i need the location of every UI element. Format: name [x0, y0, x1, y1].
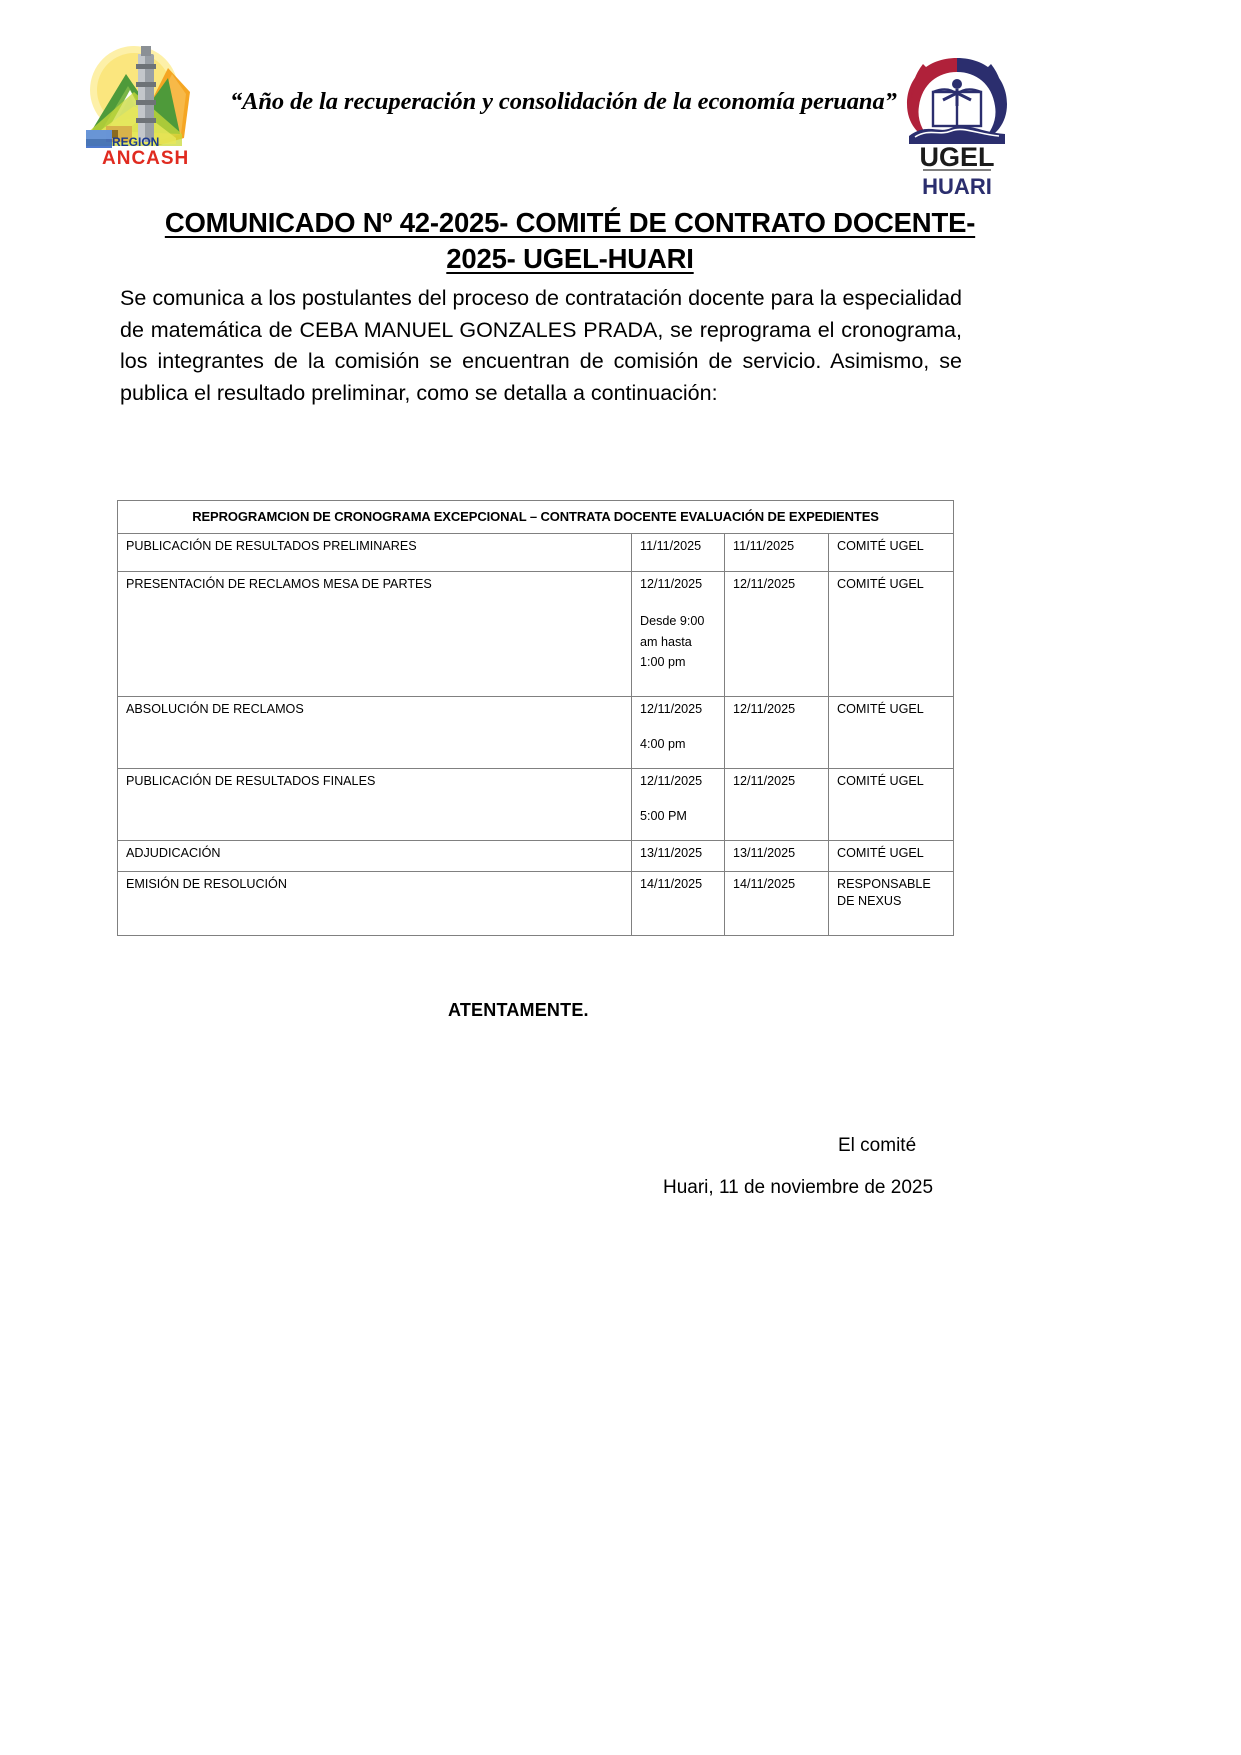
region-ancash-logo [72, 34, 200, 169]
row-responsible: COMITÉ UGEL [829, 697, 954, 769]
ancash-name-word: ANCASH [102, 148, 190, 169]
table-row [118, 769, 954, 841]
row-responsible: COMITÉ UGEL [829, 572, 954, 697]
row-date-start [632, 572, 725, 697]
row-date-end: 12/11/2025 [725, 769, 829, 841]
row-responsible: COMITÉ UGEL [829, 841, 954, 872]
page-title-line-1-text: COMUNICADO Nº 42-2025- COMITÉ DE CONTRATO DOCENTE- [164, 207, 976, 238]
row-date-end: 14/11/2025 [725, 872, 829, 936]
row-date-start-value: 14/11/2025 [640, 877, 703, 891]
row-date-start-value: 12/11/2025 [640, 577, 703, 591]
row-date-end: 13/11/2025 [725, 841, 829, 872]
table-header-title: REPROGRAMCION DE CRONOGRAMA EXCEPCIONAL – CONTRATA DOCENTE EVALUACIÓN DE EXPEDIENTES [118, 501, 954, 534]
row-date-start-value: 13/11/2025 [640, 846, 703, 860]
row-time-range: Desde 9:00 am hasta 1:00 pm [640, 614, 705, 669]
row-date-start [632, 841, 725, 872]
schedule-table-wrapper [117, 500, 953, 936]
table-row [118, 572, 954, 697]
place-and-date: Huari, 11 de noviembre de 2025 [663, 1177, 934, 1198]
row-activity: ABSOLUCIÓN DE RECLAMOS [118, 697, 632, 769]
row-date-start [632, 697, 725, 769]
table-row [118, 534, 954, 572]
schedule-table [117, 500, 954, 936]
table-row [118, 697, 954, 769]
row-activity: PUBLICACIÓN DE RESULTADOS PRELIMINARES [118, 534, 632, 572]
row-date-end: 11/11/2025 [725, 534, 829, 572]
intro-paragraph: Se comunica a los postulantes del proceso de contratación docente para la especialidad de matemática de CEBA MANUEL GONZALES PRADA, se reprograma el cronograma, los integrantes de la comisión se encuentran de comisión de servicio. Asimismo, se publica el resultado preliminar, como se detalla a continuación: [120, 286, 962, 405]
ugel-huari-logo [893, 44, 1021, 199]
page-title-line-2 [90, 241, 1050, 277]
row-date-end: 12/11/2025 [725, 572, 829, 697]
row-date-start [632, 769, 725, 841]
page-title-line-2-text: 2025- UGEL-HUARI [446, 243, 694, 274]
row-date-start-value: 12/11/2025 [640, 774, 703, 788]
row-activity: EMISIÓN DE RESOLUCIÓN [118, 872, 632, 936]
row-responsible: COMITÉ UGEL [829, 534, 954, 572]
row-activity: ADJUDICACIÓN [118, 841, 632, 872]
row-responsible: COMITÉ UGEL [829, 769, 954, 841]
ugel-logo-line2: HUARI [922, 174, 992, 199]
row-date-start [632, 872, 725, 936]
row-date-start-value: 11/11/2025 [640, 539, 702, 553]
row-time: 4:00 pm [640, 737, 686, 751]
row-date-start [632, 534, 725, 572]
header-motto: “Año de la recuperación y consolidación de la economía peruana” [230, 88, 897, 115]
page-title [90, 205, 1050, 277]
table-row [118, 841, 954, 872]
row-responsible: RESPONSABLE DE NEXUS [829, 872, 954, 936]
row-activity: PUBLICACIÓN DE RESULTADOS FINALES [118, 769, 632, 841]
row-activity: PRESENTACIÓN DE RECLAMOS MESA DE PARTES [118, 572, 632, 697]
table-row [118, 872, 954, 936]
document-header [0, 0, 1241, 199]
ugel-logo-line1: UGEL [919, 142, 995, 172]
table-header-row [118, 501, 954, 534]
signature-name: El comité [838, 1135, 917, 1156]
row-date-end: 12/11/2025 [725, 697, 829, 769]
row-date-start-value: 12/11/2025 [640, 702, 703, 716]
row-time: 5:00 PM [640, 809, 687, 823]
ancash-region-word: REGION [112, 135, 160, 149]
closing-salutation: ATENTAMENTE. [448, 1000, 589, 1020]
page-title-line-1 [90, 205, 1050, 241]
